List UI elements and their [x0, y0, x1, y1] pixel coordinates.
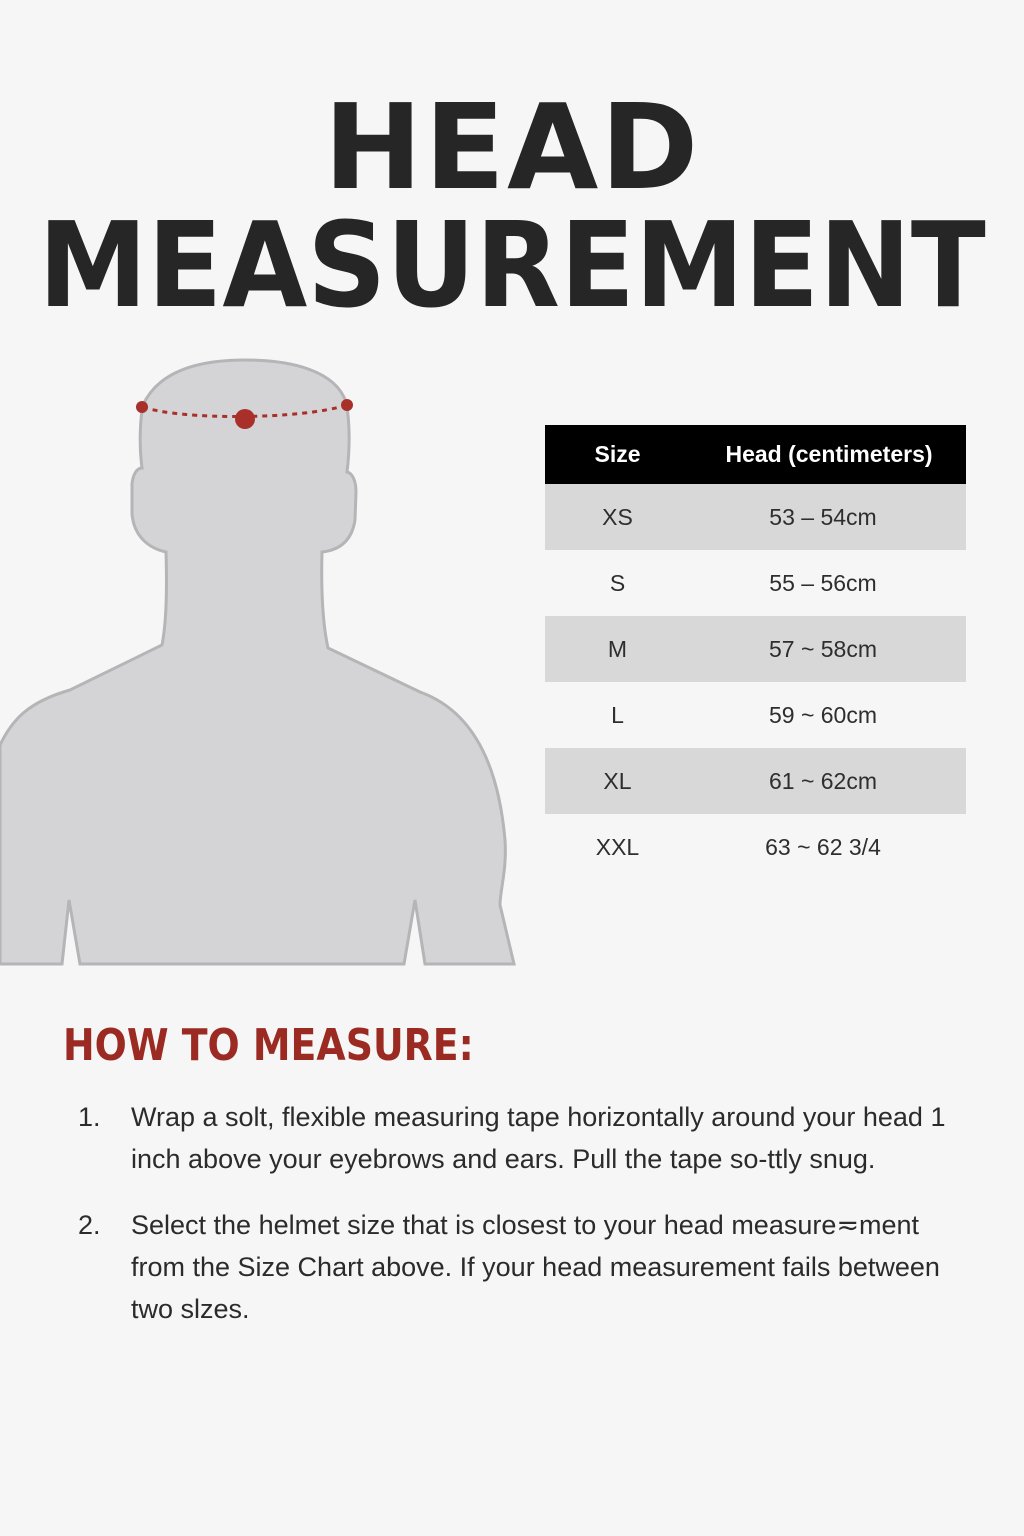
head-cell: 61 ~ 62cm: [768, 767, 878, 794]
size-chart-table: [545, 425, 966, 880]
table-row: [545, 550, 966, 616]
size-cell: S: [609, 569, 626, 596]
head-cell: 53 – 54cm: [769, 503, 877, 530]
tape-marker-dot: [235, 409, 255, 429]
size-cell: XL: [603, 767, 632, 794]
size-cell: XS: [602, 503, 633, 530]
step-number: 1.: [78, 1102, 101, 1132]
head-cell: 57 ~ 58cm: [768, 635, 878, 662]
tape-end-right: [341, 399, 353, 411]
head-column-header: Head (centimeters): [725, 441, 933, 467]
size-column-header: Size: [594, 441, 641, 467]
person-silhouette: [0, 360, 514, 964]
head-cell: 55 – 56cm: [769, 569, 877, 596]
table-row: [545, 748, 966, 814]
table-row: [545, 814, 966, 880]
table-row: [545, 682, 966, 748]
size-cell: M: [607, 635, 628, 662]
table-row: [545, 484, 966, 550]
page-title-line-2: MEASUREMENT: [38, 196, 986, 334]
table-row: [545, 616, 966, 682]
step-number: 2.: [78, 1210, 101, 1240]
measurement-steps-list: [78, 1096, 958, 1354]
size-chart-header-row: [545, 425, 966, 484]
step-text: Select the helmet size that is closest to your head measure≂ment from the Size Chart above. If your head measurement fails between two slzes.: [131, 1210, 940, 1324]
head-cell: 59 ~ 60cm: [768, 701, 878, 728]
head-cell: 63 ~ 62 3/4: [765, 833, 881, 860]
list-item: [78, 1096, 958, 1180]
step-text: Wrap a solt, flexible measuring tape horizontally around your head 1 inch above your eyebrows and ears. Pull the tape so-ttly snug.: [131, 1102, 946, 1174]
page-title-line-1: HEAD: [323, 78, 701, 216]
how-to-measure-heading: HOW TO MEASURE:: [63, 1020, 474, 1071]
size-cell: L: [611, 701, 624, 728]
head-silhouette-illustration: [0, 355, 520, 970]
tape-end-left: [136, 401, 148, 413]
size-cell: XXL: [595, 833, 640, 860]
list-item: [78, 1204, 958, 1330]
